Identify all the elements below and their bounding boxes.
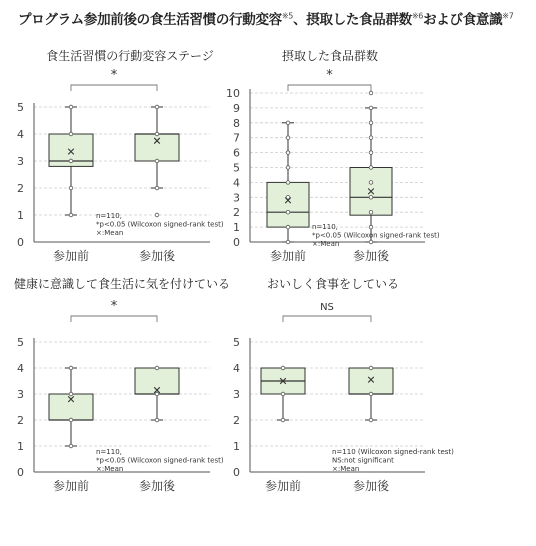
data-point	[155, 418, 159, 422]
data-point	[286, 225, 290, 229]
data-point	[155, 132, 159, 136]
chart-note: ×:Mean	[312, 240, 340, 248]
y-tick-label: 4	[17, 362, 24, 375]
data-point	[369, 121, 373, 125]
chart-panel-3	[14, 276, 230, 493]
title-part-1: プログラム参加前後の食生活習慣の行動変容	[18, 12, 282, 28]
data-point	[369, 366, 373, 370]
data-point	[369, 225, 373, 229]
y-tick-label: 2	[233, 414, 240, 427]
significance-label: *	[326, 68, 333, 83]
y-tick-label: 1	[233, 440, 240, 453]
x-tick-label: 参加前	[52, 249, 90, 263]
y-tick-label: 0	[17, 236, 24, 249]
data-point	[369, 181, 373, 185]
data-point	[369, 196, 373, 200]
data-point	[369, 151, 373, 155]
data-point	[369, 106, 373, 110]
data-point	[281, 392, 285, 396]
y-tick-label: 4	[233, 176, 240, 190]
chart-note: ×:Mean	[332, 465, 360, 473]
data-point	[369, 91, 373, 95]
y-tick-label: 8	[233, 116, 240, 130]
data-point	[286, 151, 290, 155]
box-iqr	[267, 182, 309, 227]
box-2	[350, 91, 392, 244]
chart-panel-1	[17, 48, 224, 263]
x-tick-label: 参加後	[352, 249, 390, 263]
data-point	[155, 105, 159, 109]
x-tick-label: 参加前	[52, 479, 90, 493]
data-point	[69, 213, 73, 217]
data-point	[286, 136, 290, 140]
data-point	[286, 240, 290, 244]
y-tick-label: 1	[17, 209, 24, 222]
data-point	[69, 392, 73, 396]
x-tick-label: 参加後	[138, 249, 176, 263]
data-point	[369, 210, 373, 214]
chart-title: 健康に意識して食生活に気を付けている	[13, 277, 231, 291]
y-tick-label: 4	[17, 128, 24, 141]
chart-title: 摂取した食品群数	[281, 49, 379, 63]
data-point	[69, 105, 73, 109]
chart-note: *p<0.05 (Wilcoxon signed-rank test)	[312, 231, 440, 240]
y-tick-label: 2	[17, 414, 24, 427]
significance-label: *	[110, 68, 118, 83]
y-tick-label: 1	[233, 221, 240, 235]
significance-bracket	[71, 316, 157, 322]
data-point	[69, 132, 73, 136]
data-point	[369, 240, 373, 244]
data-point	[69, 159, 73, 163]
data-point	[286, 166, 290, 170]
y-tick-label: 6	[233, 146, 240, 160]
data-point	[369, 136, 373, 140]
y-tick-label: 1	[17, 440, 24, 453]
y-tick-label: 4	[233, 362, 240, 375]
data-point	[155, 186, 159, 190]
y-tick-label: 3	[17, 155, 24, 168]
box-1	[49, 105, 93, 217]
chart-note: ×:Mean	[96, 465, 124, 473]
y-tick-label: 5	[17, 336, 24, 349]
y-tick-label: 2	[17, 182, 24, 195]
data-point	[369, 166, 373, 170]
chart-note: n=110,	[96, 212, 122, 220]
data-point	[155, 159, 159, 163]
data-point	[286, 121, 290, 125]
x-tick-label: 参加後	[352, 479, 390, 493]
chart-note: n=110,	[312, 223, 338, 231]
y-tick-label: 2	[233, 206, 240, 220]
chart-note: *p<0.05 (Wilcoxon signed-rank test)	[96, 456, 224, 465]
data-point	[281, 366, 285, 370]
box-1	[261, 366, 305, 422]
box-iqr	[49, 394, 93, 420]
title-note-3: ※7	[502, 11, 514, 21]
data-point	[69, 418, 73, 422]
y-tick-label: 0	[233, 236, 240, 249]
chart-title: おいしく食事をしている	[266, 277, 400, 291]
box-iqr	[349, 368, 393, 394]
box-1	[49, 366, 93, 448]
chart-note: n=110,	[96, 448, 122, 456]
box-2	[135, 366, 179, 422]
chart-note: ×:Mean	[96, 229, 124, 237]
data-point	[286, 210, 290, 214]
chart-note: n=110 (Wilcoxon signed-rank test)	[332, 448, 454, 456]
title-note-2: ※6	[411, 11, 424, 21]
box-1	[267, 121, 309, 244]
significance-label: *	[110, 299, 118, 314]
data-point	[69, 186, 73, 190]
title-part-3: および食意識	[423, 12, 503, 28]
y-tick-label: 5	[233, 336, 240, 349]
significance-bracket	[283, 316, 371, 322]
data-point	[69, 366, 73, 370]
chart-note: NS:not significant	[332, 456, 394, 465]
data-point	[369, 392, 373, 396]
data-point	[281, 418, 285, 422]
y-tick-label: 7	[233, 131, 240, 145]
box-iqr	[135, 134, 179, 161]
x-tick-label: 参加前	[264, 479, 302, 493]
chart-title: 食生活習慣の行動変容ステージ	[46, 49, 214, 63]
data-point	[69, 444, 73, 448]
y-tick-label: 10	[226, 87, 240, 100]
significance-label: NS	[320, 302, 334, 313]
box-2	[135, 105, 179, 217]
significance-bracket	[71, 85, 157, 91]
title-part-2: 、摂取した食品群数	[293, 12, 412, 28]
y-tick-label: 3	[233, 388, 240, 401]
chart-panel-4	[233, 276, 454, 493]
data-point	[155, 392, 159, 396]
significance-bracket	[288, 85, 371, 91]
y-tick-label: 5	[17, 101, 24, 114]
data-point	[286, 181, 290, 185]
x-tick-label: 参加後	[138, 479, 176, 493]
y-tick-label: 3	[17, 388, 24, 401]
data-point	[155, 213, 159, 217]
y-tick-label: 3	[233, 191, 240, 205]
y-tick-label: 0	[17, 466, 24, 479]
x-tick-label: 参加前	[269, 249, 307, 263]
chart-panel-2	[226, 48, 440, 263]
box-2	[349, 366, 393, 422]
y-tick-label: 0	[233, 466, 240, 479]
data-point	[369, 418, 373, 422]
chart-note: *p<0.05 (Wilcoxon signed-rank test)	[96, 220, 224, 229]
data-point	[155, 366, 159, 370]
y-tick-label: 5	[233, 161, 240, 175]
y-tick-label: 9	[233, 101, 240, 115]
title-note-1: ※5	[281, 11, 294, 21]
